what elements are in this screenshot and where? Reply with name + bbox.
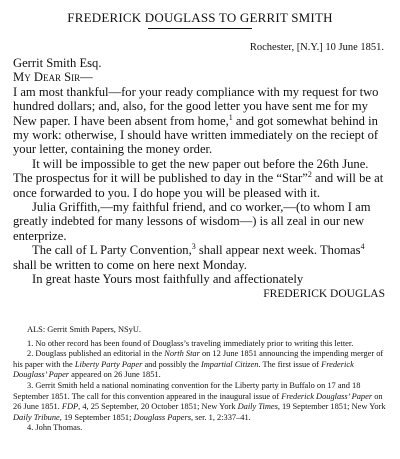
footnote-ref-3: 3 [191, 242, 196, 252]
footnote-4: 4. John Thomas. [27, 423, 83, 433]
paragraph-4-text-b: shall appear next week. Thomas [195, 243, 361, 258]
footnote-2-text-c: and possibly the [142, 359, 201, 369]
footnote-3-text-d: , 19 September 1851; New York [277, 402, 386, 412]
footnote-3-text-b: on 26 June 1851. [13, 391, 383, 412]
paragraph-4-text-c: shall be written to come on here next Monday. [13, 257, 247, 272]
footnote-2 [13, 349, 389, 381]
paragraph-1-text-b: and got somewhat behind in my work: otherwise, I should have written immediately on the reciept of your letter, containing the money order. [13, 113, 379, 157]
footnote-2-text-e: appeared on 26 June 1851. [69, 370, 161, 380]
footnote-2-italic-3: Impartial Citizen [200, 359, 259, 369]
letter-body [13, 56, 389, 301]
footnote-2-italic-1: North Star [164, 349, 200, 359]
footnote-ref-4: 4 [360, 242, 365, 252]
footnote-3-italic-1: Frederick Douglass’ Paper [281, 391, 373, 401]
footnote-3 [13, 381, 389, 423]
salutation: My Dear Sir— [13, 70, 93, 85]
footnote-ref-1: 1 [228, 112, 233, 122]
paragraph-4-text-a: The call of L Party Convention, [32, 243, 192, 258]
footnote-ref-2: 2 [307, 170, 312, 180]
footnote-3-text-a: 3. Gerrit Smith held a national nominating convention for the Liberty party in Buffalo on 17 and 18 September 1851. The call for this convention appeared in the inaugural issue of [13, 380, 361, 401]
footnote-2-text-d: . The first issue of [258, 359, 322, 369]
footnote-2-italic-4: Frederick Douglass’ Paper [13, 359, 354, 380]
footnote-3-text-c: , 4, 25 September, 20 October 1851; New York [78, 402, 238, 412]
recipient-line: Gerrit Smith Esq. [13, 56, 102, 70]
footnote-3-italic-2: FDP [61, 402, 79, 412]
footnote-2-italic-2: Liberty Party Paper [74, 359, 143, 369]
paragraph-2 [13, 157, 389, 200]
footnote-3-italic-4: Daily Tribune [13, 412, 60, 422]
signature: FREDERICK DOUGLAS [263, 287, 385, 300]
footnotes [13, 325, 389, 434]
title-rule [148, 28, 252, 29]
footnote-2-text-a: 2. Douglass published an editorial in the [27, 349, 165, 359]
letter-title: FREDERICK DOUGLASS TO GERRIT SMITH [67, 10, 333, 25]
source-note: ALS: Gerrit Smith Papers, NSyU. [27, 325, 141, 334]
footnote-2-text-b: on 12 June 1851 announcing the impending merger of his paper with the [13, 349, 384, 369]
footnote-3-text-f: , ser. 1, 2:337–41. [190, 412, 251, 422]
paragraph-4 [13, 243, 389, 272]
footnote-1: 1. No other record has been found of Douglass’s traveling immediately prior to writing this letter. [27, 338, 354, 348]
closing: In great haste Yours most faithfully and affectionately [32, 272, 304, 287]
paragraph-1 [13, 85, 389, 157]
paragraph-1-text-a: I am most thankful—for your ready compliance with my request for two hundred dollars; and, also, for the good letter you have sent me for my New paper. I have been absent from home, [13, 84, 379, 128]
dateline: Rochester, [N.Y.] 10 June 1851. [249, 42, 384, 53]
paragraph-2-text-b: and will be at once forwarded to you. I do hope you will be pleased with it. [13, 171, 384, 200]
paragraph-3: Julia Griffith,—my faithful friend, and co worker,—(to whom I am greatly indebted for many lessons of wisdom—) is all zeal in our new enterprize. [13, 200, 371, 243]
footnote-3-italic-5: Douglass Papers [133, 412, 191, 422]
paragraph-2-text-a: It will be impossible to get the new paper out before the 26th June. The prospectus for it will be published to day in the “Star” [13, 156, 369, 186]
footnote-3-text-e: , 19 September 1851; [59, 412, 134, 422]
footnote-3-italic-3: Daily Times [237, 402, 278, 412]
